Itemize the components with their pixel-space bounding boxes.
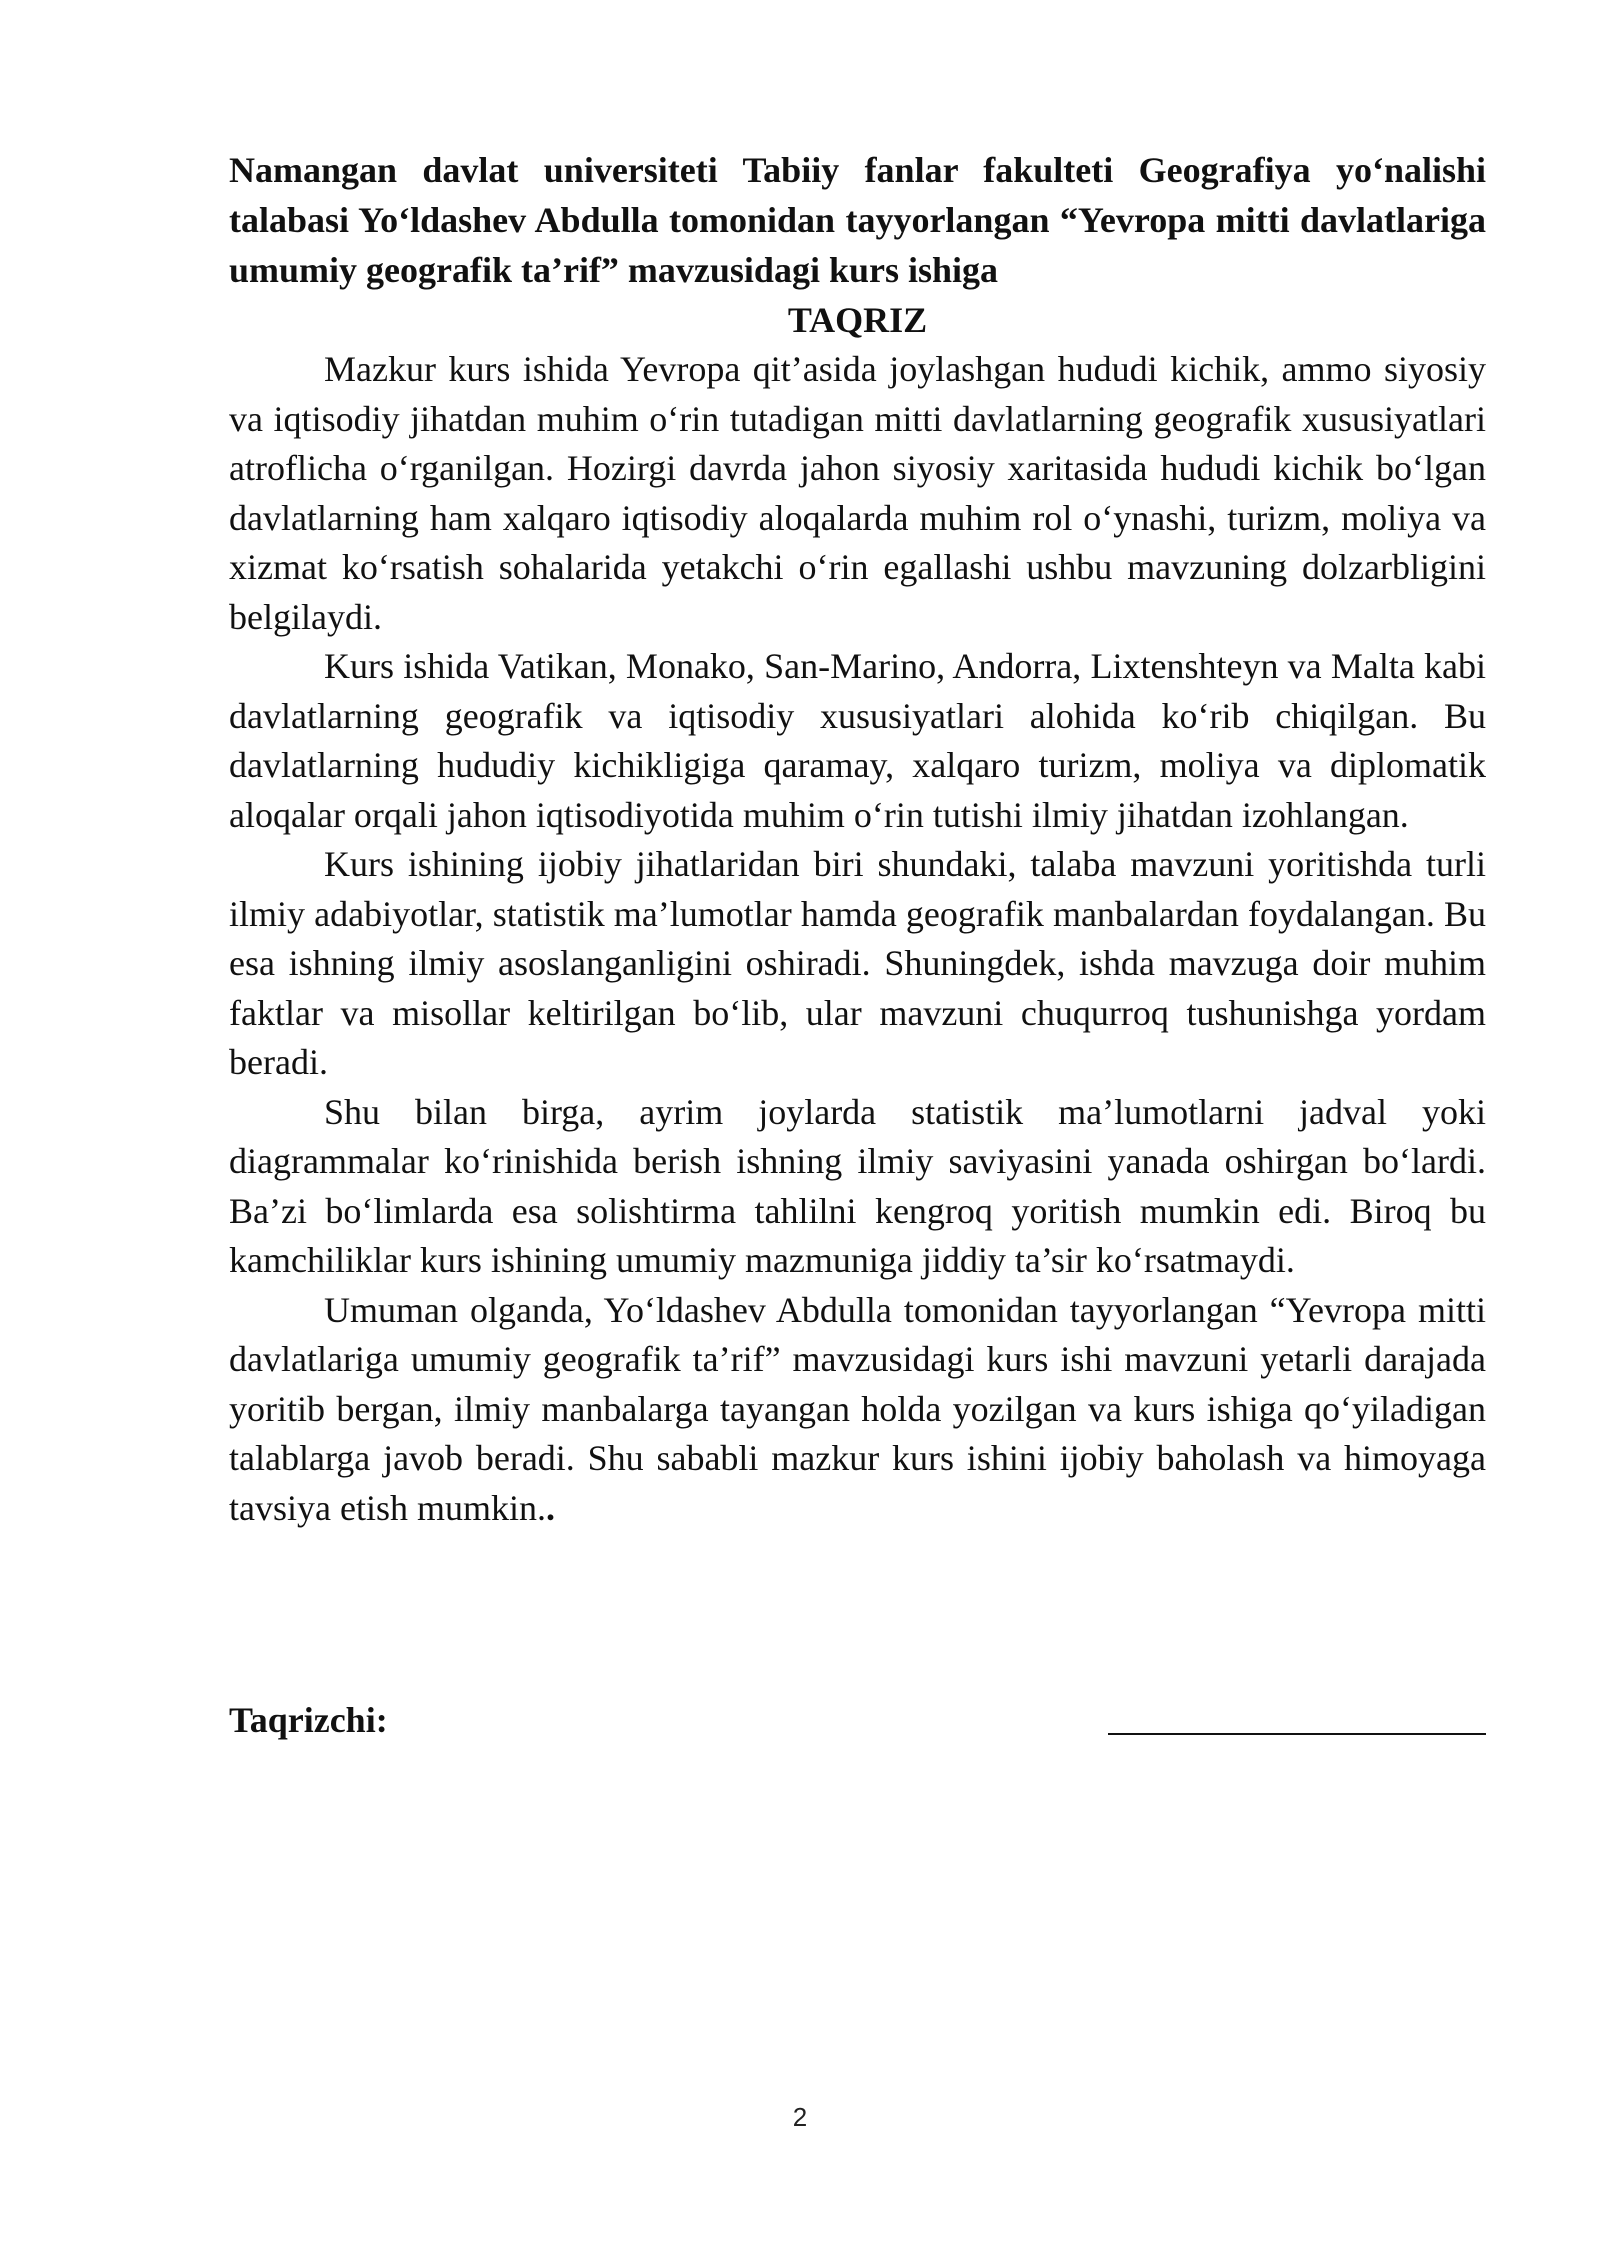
signature-line [1108,1733,1486,1735]
reviewer-signature-block [229,1695,1486,1745]
document-title: TAQRIZ [787,300,928,340]
page-number: 2 [792,2102,808,2132]
paragraph-countries: Kurs ishida Vatikan, Monako, San-Marino, Andorra, Lixtenshteyn va Malta kabi davlatlarning geografik va iqtisodiy xususiyatlari alohida ko‘rib chiqilgan. Bu davlatlarning hududiy kichikligiga qaramay, xalqaro turizm, moliya va diplomatik aloqalar orqali jahon iqtisodiyotida muhim o‘rin tutishi ilmiy jihatdan izohlangan. [229,646,1486,835]
paragraph-conclusion [229,1286,1486,1534]
paragraph-relevance: Mazkur kurs ishida Yevropa qit’asida joylashgan hududi kichik, ammo siyosiy va iqtisodiy jihatdan muhim o‘rin tutadigan mitti davlatlarning geografik xususiyatlari atroflicha o‘rganilgan. Hozirgi davrda jahon siyosiy xaritasida hududi kichik bo‘lgan davlatlarning ham xalqaro iqtisodiy aloqalarda muhim rol o‘ynashi, turizm, moliya va xizmat ko‘rsatish sohalarida yetakchi o‘rin egallashi ushbu mavzuning dolzarbligini belgilaydi. [229,349,1486,637]
document-content [229,145,1486,1533]
conclusion-text: Umuman olganda, Yo‘ldashev Abdulla tomonidan tayyorlangan “Yevropa mitti davlatlariga umumiy geografik ta’rif” mavzusidagi kurs ishi mavzuni yetarli darajada yoritib bergan, ilmiy manbalarga tayangan holda yozilgan va kurs ishiga qo‘yiladigan talablarga javob beradi. Shu sababli mazkur kurs ishini ijobiy baholash va himoyaga tavsiya etish mumkin. [229,1289,1486,1528]
conclusion-final-period: . [545,1487,555,1528]
reviewer-label: Taqrizchi: [229,1700,388,1740]
paragraph-strengths: Kurs ishining ijobiy jihatlaridan biri shundaki, talaba mavzuni yoritishda turli ilmiy adabiyotlar, statistik ma’lumotlar hamda geografik manbalardan foydalangan. Bu esa ishning ilmiy asoslanganligini oshiradi. Shuningdek, ishda mavzuga doir muhim faktlar va misollar keltirilgan bo‘lib, ular mavzuni chuqurroq tushunishga yordam beradi. [229,844,1486,1082]
paragraph-shortcomings: Shu bilan birga, ayrim joylarda statistik ma’lumotlarni jadval yoki diagrammalar ko‘rinishida berish ishning ilmiy saviyasini yanada oshirgan bo‘lardi. Ba’zi bo‘limlarda esa solishtirma tahlilni kengroq yoritish mumkin edi. Biroq bu kamchiliklar kurs ishining umumiy mazmuniga jiddiy ta’sir ko‘rsatmaydi. [229,1091,1486,1280]
document-heading: Namangan davlat universiteti Tabiiy fanlar fakulteti Geografiya yo‘nalishi talabasi Yo‘ldashev Abdulla tomonidan tayyorlangan “Yevropa mitti davlatlariga umumiy geografik ta’rif” mavzusidagi kurs ishiga [229,150,1486,290]
